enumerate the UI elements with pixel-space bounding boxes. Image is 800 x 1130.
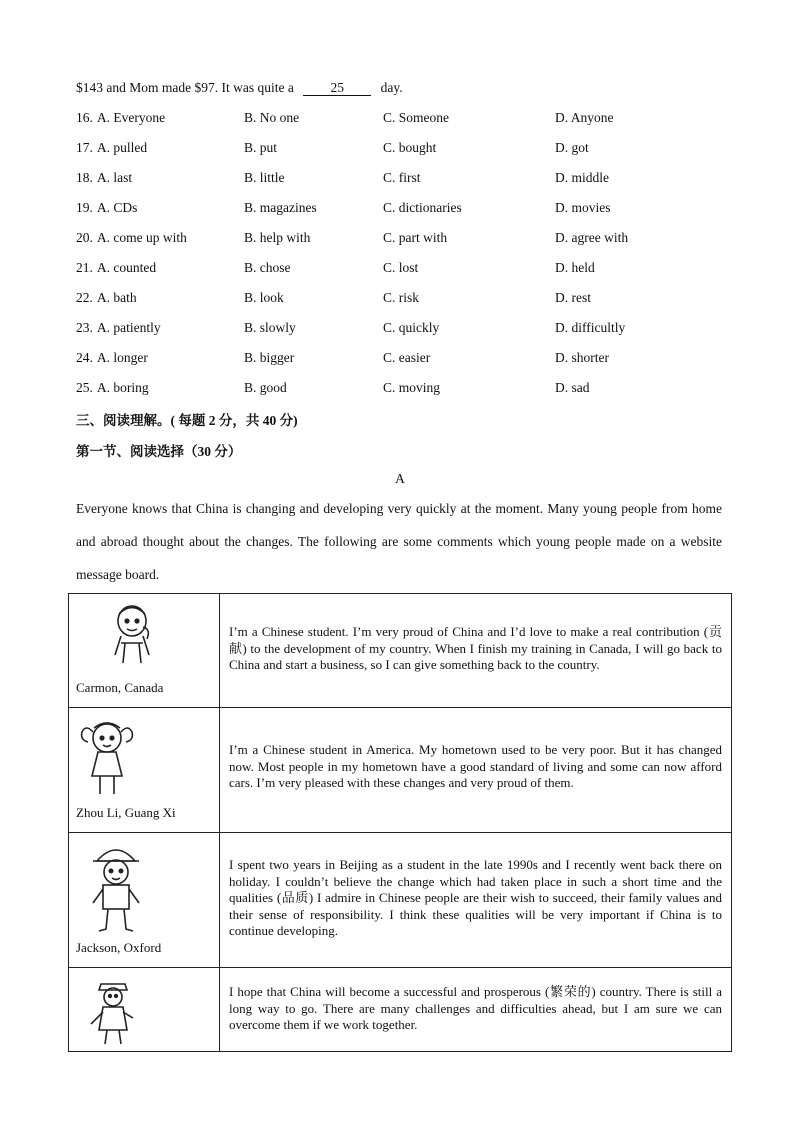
option-a-text: A. bath [96, 290, 137, 305]
option-d: D. held [555, 260, 595, 275]
option-a [76, 320, 161, 336]
comment-row [69, 833, 732, 968]
option-b: B. little [244, 170, 285, 185]
boy-cartoon-icon [97, 599, 167, 665]
option-d: D. rest [555, 290, 591, 305]
option-a-text: A. counted [96, 260, 157, 275]
boy-with-cap-cartoon-icon [83, 839, 149, 935]
option-b: B. No one [244, 110, 300, 125]
option-c: C. easier [383, 350, 431, 365]
option-row [76, 320, 736, 338]
option-c: C. Someone [383, 110, 449, 125]
comment-author-name: Jackson, Oxford [76, 940, 162, 955]
option-d: D. got [555, 140, 589, 155]
question-number: 20. [76, 230, 93, 245]
option-a-text: A. come up with [96, 230, 187, 245]
child-cartoon-icon [83, 972, 143, 1048]
comment-author-cell [69, 968, 220, 1052]
question-number: 24. [76, 350, 93, 365]
option-a-text: A. longer [96, 350, 148, 365]
girl-cartoon-icon [74, 714, 140, 798]
option-c: C. quickly [383, 320, 440, 335]
option-a-text: A. CDs [96, 200, 138, 215]
option-b: B. bigger [244, 350, 295, 365]
question-number: 25. [76, 380, 93, 395]
option-c: C. risk [383, 290, 420, 305]
option-b: B. look [244, 290, 284, 305]
option-b: B. chose [244, 260, 291, 275]
question-number: 19. [76, 200, 93, 215]
option-a-text: A. Everyone [96, 110, 166, 125]
comments-table [68, 593, 732, 1052]
option-b: B. slowly [244, 320, 296, 335]
passage-ending-after: day. [380, 80, 403, 95]
option-d: D. agree with [555, 230, 629, 245]
subsection-heading: 第一节、阅读选择（30 分） [76, 444, 242, 459]
option-d: D. movies [555, 200, 611, 215]
option-d: D. sad [555, 380, 590, 395]
option-a-text: A. pulled [96, 140, 148, 155]
option-row [76, 290, 736, 308]
option-a [76, 290, 137, 306]
section-heading: 三、阅读理解。( 每题 2 分，共 40 分) [76, 413, 298, 428]
option-c: C. bought [383, 140, 437, 155]
comment-text [220, 833, 732, 968]
option-b: B. help with [244, 230, 311, 245]
blank-25: 25 [303, 81, 371, 96]
option-row [76, 200, 736, 218]
option-row [76, 170, 736, 188]
option-d: D. difficultly [555, 320, 626, 335]
comment-text [220, 594, 732, 708]
option-row [76, 230, 736, 248]
comment-body: I’m a Chinese student in America. My hometown used to be very poor. But it has changed now. Most people in my hometown have a good standard of living and some can now afford cars. I’m very pleased with these changes and very proud of them. [229, 742, 722, 791]
option-a [76, 140, 147, 156]
option-b: B. put [244, 140, 278, 155]
option-b: B. magazines [244, 200, 317, 215]
passage-ending-text: $143 and Mom made $97. It was quite a [76, 80, 294, 95]
question-number: 17. [76, 140, 93, 155]
passage-ending-line [76, 80, 403, 96]
option-c: C. lost [383, 260, 419, 275]
option-b: B. good [244, 380, 287, 395]
option-a [76, 350, 148, 366]
comment-body: I spent two years in Beijing as a student in the late 1990s and I recently went back there on holiday. I couldn’t believe the change which had taken place in such a short time and the qualities (品质) I admire in Chinese people are their wish to succeed, their family values and their sense of responsibility. I think these qualities will be very important if China is to continue developing. [229, 857, 722, 939]
comment-row [69, 708, 732, 833]
option-d: D. shorter [555, 350, 609, 365]
comment-author-name: Zhou Li, Guang Xi [76, 805, 176, 820]
comment-row [69, 594, 732, 708]
comment-body: I hope that China will become a successful and prosperous (繁荣的) country. There is still a long way to go. There are many challenges and difficulties ahead, but I am sure we can overcome them if we work together. [229, 984, 722, 1033]
option-row [76, 140, 736, 158]
option-d: D. Anyone [555, 110, 614, 125]
option-row [76, 260, 736, 278]
comment-author-cell [69, 594, 220, 708]
question-number: 16. [76, 110, 93, 125]
option-a-text: A. last [96, 170, 133, 185]
option-row [76, 110, 736, 128]
comment-body: I’m a Chinese student. I’m very proud of China and I’d love to make a real contribution (贡献) to the development of my country. When I finish my training in Canada, I will go back to China and start a business, so I can give something back to the country. [229, 624, 722, 673]
option-row [76, 350, 736, 368]
question-number: 23. [76, 320, 93, 335]
question-number: 18. [76, 170, 93, 185]
option-a [76, 170, 132, 186]
intro-paragraph: Everyone knows that China is changing and developing very quickly at the moment. Many young people from home and abroad thought about the changes. The following are some comments which young people made on a website message board. [76, 501, 722, 582]
option-row [76, 380, 736, 398]
option-d: D. middle [555, 170, 609, 185]
option-a [76, 200, 137, 216]
option-a [76, 260, 156, 276]
comment-text [220, 968, 732, 1052]
option-c: C. moving [383, 380, 441, 395]
option-a-text: A. boring [96, 380, 149, 395]
comment-row [69, 968, 732, 1052]
comment-author-cell [69, 708, 220, 833]
passage-letter: A [395, 471, 405, 486]
question-number: 21. [76, 260, 93, 275]
comment-author-cell [69, 833, 220, 968]
comment-text [220, 708, 732, 833]
option-c: C. part with [383, 230, 448, 245]
option-a [76, 380, 149, 396]
comment-author-name: Carmon, Canada [76, 680, 164, 695]
option-a [76, 110, 165, 126]
option-c: C. first [383, 170, 421, 185]
option-a [76, 230, 187, 246]
question-number: 22. [76, 290, 93, 305]
option-c: C. dictionaries [383, 200, 462, 215]
option-a-text: A. patiently [96, 320, 161, 335]
